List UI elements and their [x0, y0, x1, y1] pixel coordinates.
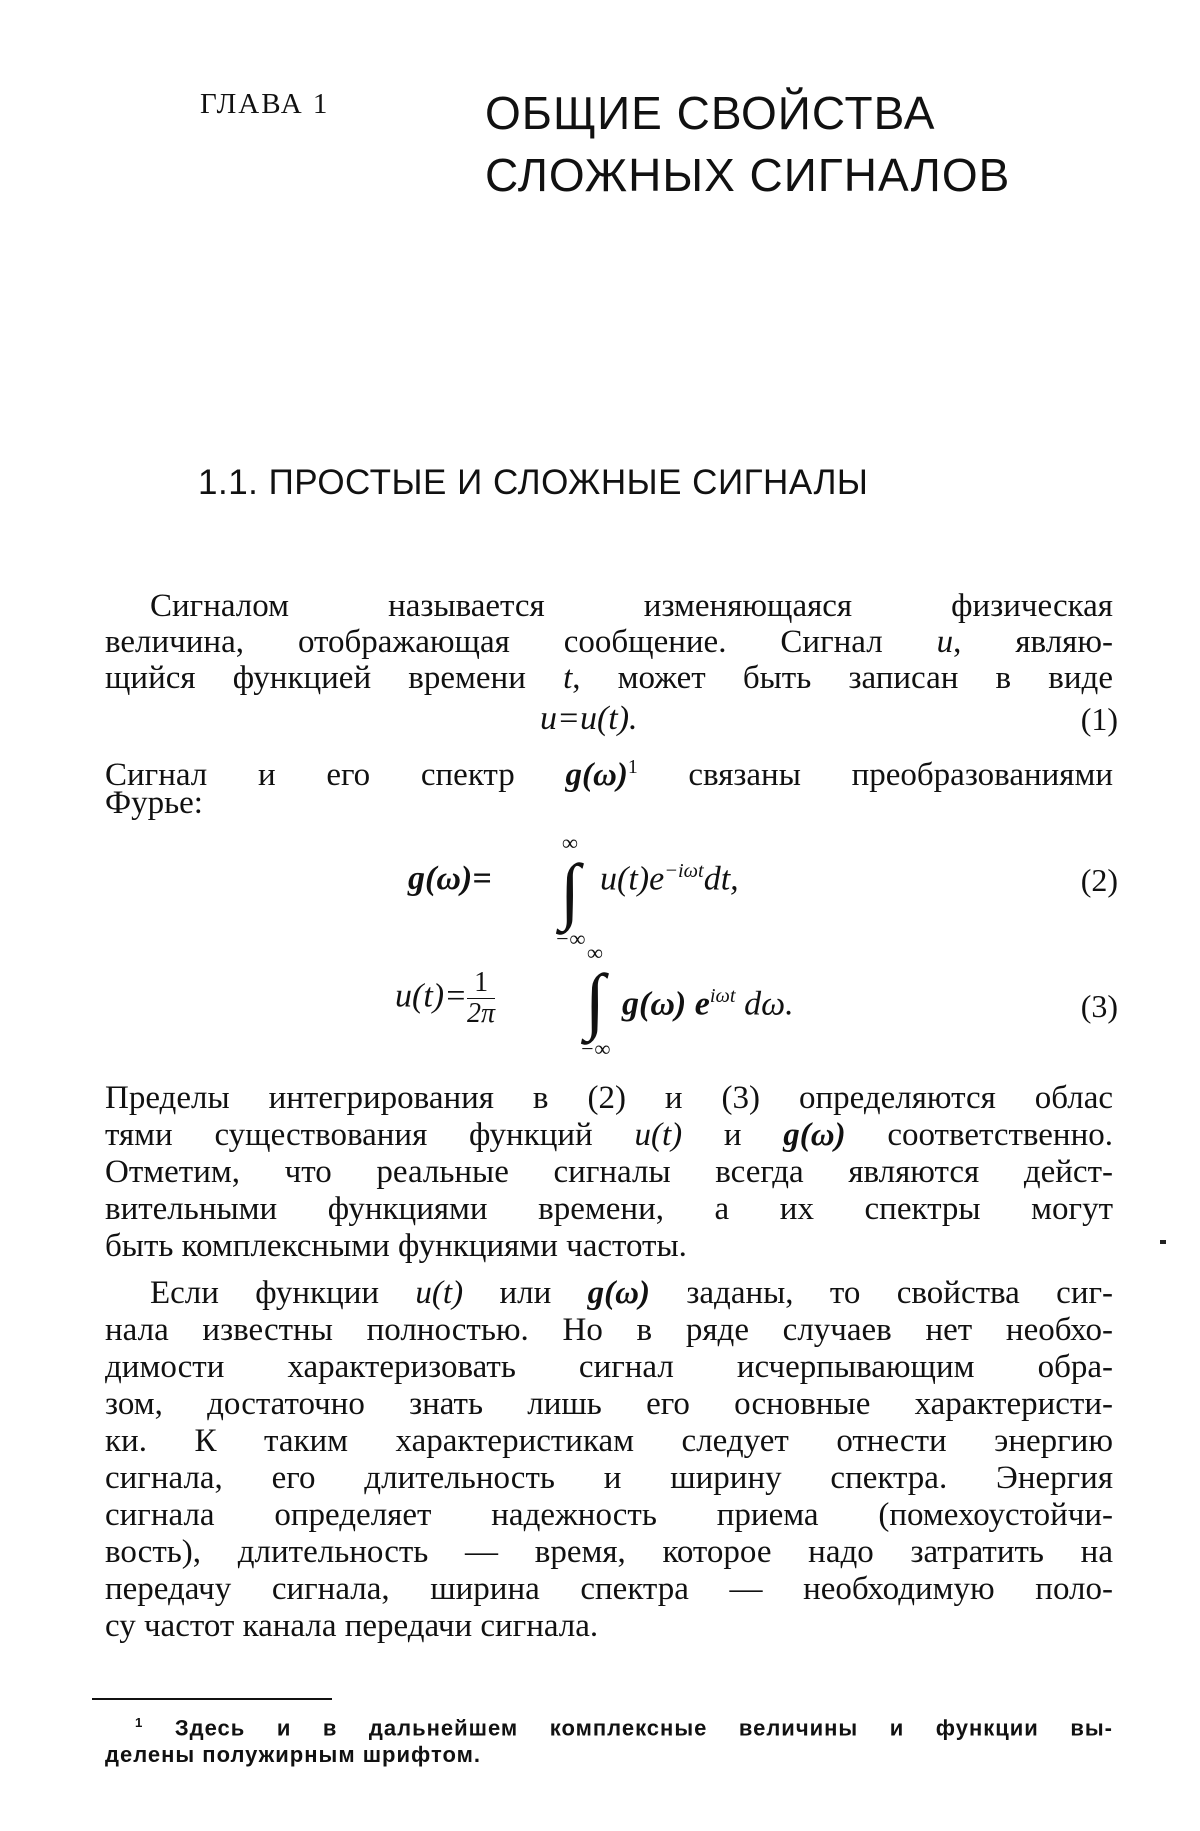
para4-line5: ки. К таким характеристикам следует отнести энергию: [105, 1423, 1113, 1459]
equation-1: u=u(t).: [540, 700, 638, 737]
chapter-title: [485, 82, 1010, 206]
para1-line1: Сигналом называется изменяющаяся физическая: [150, 588, 1113, 624]
integral-lower-limit: −∞: [579, 1036, 611, 1061]
para4-line7: сигнала определяет надежность приема (помехоустойчи-: [105, 1497, 1113, 1533]
para2-line2: Фурье:: [105, 785, 203, 821]
para4-line8: вость), длительность — время, которое надо затратить на: [105, 1534, 1113, 1570]
para4-line2: нала известны полностью. Но в ряде случаев нет необхо-: [105, 1312, 1113, 1348]
chapter-title-line2: СЛОЖНЫХ СИГНАЛОВ: [485, 149, 1011, 201]
para4-line4: зом, достаточно знать лишь его основные характеристи-: [105, 1386, 1113, 1422]
var-u: u: [936, 624, 954, 660]
para4-line1: Если функции u(t) или g(ω) заданы, то свойства сиг-: [150, 1275, 1114, 1311]
g-omega: g(ω): [565, 757, 628, 793]
footnote-mark: 1: [135, 1715, 144, 1730]
chapter-label: ГЛАВА 1: [200, 88, 330, 120]
equation-2-integrand: $u(t)e^{-i\omega t}dt$,: [600, 860, 739, 898]
integral-upper-limit: ∞: [587, 940, 603, 965]
footnote-line2: делены полужирным шрифтом.: [105, 1742, 481, 1767]
para1-line3: щийся функцией времени t, может быть записан в виде: [105, 660, 1113, 696]
para1-line2: величина, отображающая сообщение. Сигнал u, являю-: [105, 624, 1113, 660]
para4-line6: сигнала, его длительность и ширину спектра. Энергия: [105, 1460, 1113, 1496]
equation-3-lhs: u(t)= $\frac{1}{2\pi}$: [395, 967, 496, 1029]
para3-line3: Отметим, что реальные сигналы всегда являются дейст-: [105, 1154, 1113, 1190]
integral-sign-eq2: ∞ ∫ −∞: [550, 832, 590, 950]
footnote-ref: 1: [627, 756, 638, 778]
chapter-title-line1: ОБЩИЕ СВОЙСТВА: [485, 87, 936, 139]
integral-upper-limit: ∞: [562, 830, 578, 855]
margin-mark: [1160, 1240, 1166, 1244]
para4-line9: передачу сигнала, ширина спектра — необходимую поло-: [105, 1571, 1113, 1607]
para3-line5: быть комплексными функциями частоты.: [105, 1228, 687, 1264]
section-title: 1.1. ПРОСТЫЕ И СЛОЖНЫЕ СИГНАЛЫ: [198, 463, 869, 502]
para3-line1: Пределы интегрирования в (2) и (3) определяются облас: [105, 1080, 1113, 1116]
u-t: u(t): [415, 1275, 464, 1311]
para4-line3: димости характеризовать сигнал исчерпывающим обра-: [105, 1349, 1113, 1385]
g-omega: g(ω): [587, 1275, 650, 1311]
para4-line10: су частот канала передачи сигнала.: [105, 1608, 599, 1644]
integral-sign-eq3: ∞ ∫ −∞: [575, 942, 615, 1060]
para3-line2: тями существования функций u(t) и g(ω) соответственно.: [105, 1117, 1113, 1153]
fraction-one-over-two-pi: $\frac{1}{2\pi}$: [467, 967, 496, 1029]
equation-1-number: (1): [1080, 701, 1118, 737]
integral-lower-limit: −∞: [554, 926, 586, 951]
var-t: t: [563, 660, 573, 696]
footnote-line1: $^1$ Здесь и в дальнейшем комплексные величины и функции вы-: [135, 1715, 1113, 1741]
equation-3-integrand: g(ω) $e^{i\omega t}$ dω.: [622, 985, 794, 1023]
equation-2-number: (2): [1080, 862, 1118, 898]
u-t: u(t): [634, 1117, 683, 1153]
g-omega: g(ω): [783, 1117, 846, 1153]
para2-line1: Сигнал и его спектр $g(\omega)^1$ связаны преобразованиями: [105, 756, 1114, 793]
footnote-divider: [92, 1698, 332, 1700]
equation-3-number: (3): [1080, 988, 1118, 1024]
para3-line4: вительными функциями времени, а их спектры могут: [105, 1191, 1113, 1227]
equation-2-lhs: g(ω)=: [408, 860, 492, 897]
